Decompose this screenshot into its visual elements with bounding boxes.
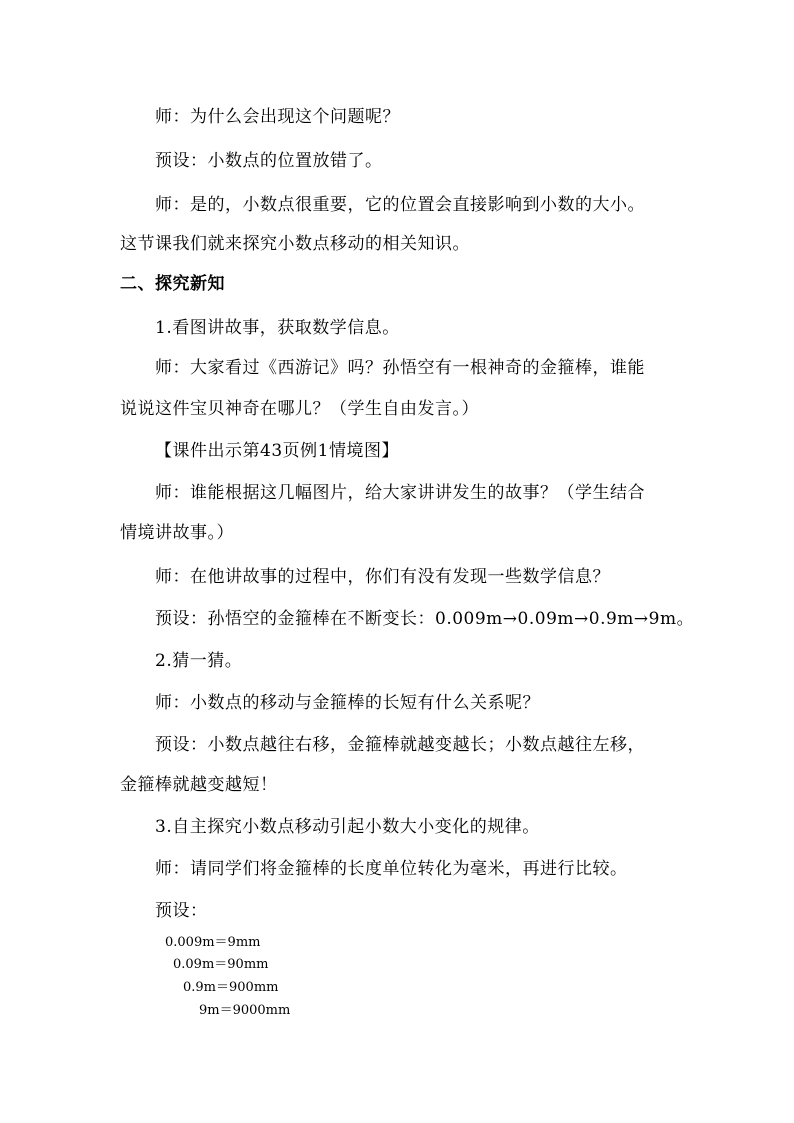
equation-line-1: 0.009m＝9mm — [165, 935, 261, 950]
paragraph-preset-lengths: 预设：孙悟空的金箍棒在不断变长：0.009m→0.09m→0.9m→9m。 — [155, 609, 695, 629]
step-1-title: 1.看图讲故事，获取数学信息。 — [155, 318, 400, 338]
paragraph-teacher-question: 师：为什么会出现这个问题呢？ — [155, 107, 400, 127]
paragraph-find-info: 师：在他讲故事的过程中，你们有没有发现一些数学信息？ — [155, 567, 610, 587]
paragraph-preset-relation-cont: 金箍棒就越变越短！ — [120, 775, 278, 795]
equation-line-3: 0.9m＝900mm — [183, 980, 279, 995]
paragraph-journey-west: 师：大家看过《西游记》吗？孙悟空有一根神奇的金箍棒，谁能 — [155, 358, 645, 378]
equation-line-4: 9m＝9000mm — [199, 1003, 291, 1018]
courseware-note: 【课件出示第43页例1情境图】 — [155, 441, 399, 461]
paragraph-preset-answer: 预设：小数点的位置放错了。 — [155, 151, 383, 171]
paragraph-convert-units: 师：请同学们将金箍棒的长度单位转化为毫米，再进行比较。 — [155, 859, 628, 879]
paragraph-preset-relation: 预设：小数点越往右移，金箍棒就越变越长；小数点越往左移， — [155, 735, 645, 755]
paragraph-tell-story: 师：谁能根据这几幅图片，给大家讲讲发生的故事？（学生结合 — [155, 483, 645, 503]
paragraph-preset-label: 预设： — [155, 901, 208, 921]
paragraph-tell-story-cont: 情境讲故事。） — [120, 523, 234, 543]
paragraph-teacher-explain: 师：是的，小数点很重要，它的位置会直接影响到小数的大小。 — [155, 195, 645, 215]
equation-line-2: 0.09m＝90mm — [173, 957, 269, 972]
paragraph-teacher-explain-cont: 这节课我们就来探究小数点移动的相关知识。 — [120, 234, 470, 254]
step-2-title: 2.猜一猜。 — [155, 651, 243, 671]
paragraph-journey-west-cont: 说说这件宝贝神奇在哪儿？（学生自由发言。） — [120, 399, 479, 419]
step-3-title: 3.自主探究小数点移动引起小数大小变化的规律。 — [155, 817, 540, 837]
paragraph-relation-question: 师：小数点的移动与金箍棒的长短有什么关系呢？ — [155, 693, 540, 713]
section-heading: 二、探究新知 — [120, 274, 225, 294]
